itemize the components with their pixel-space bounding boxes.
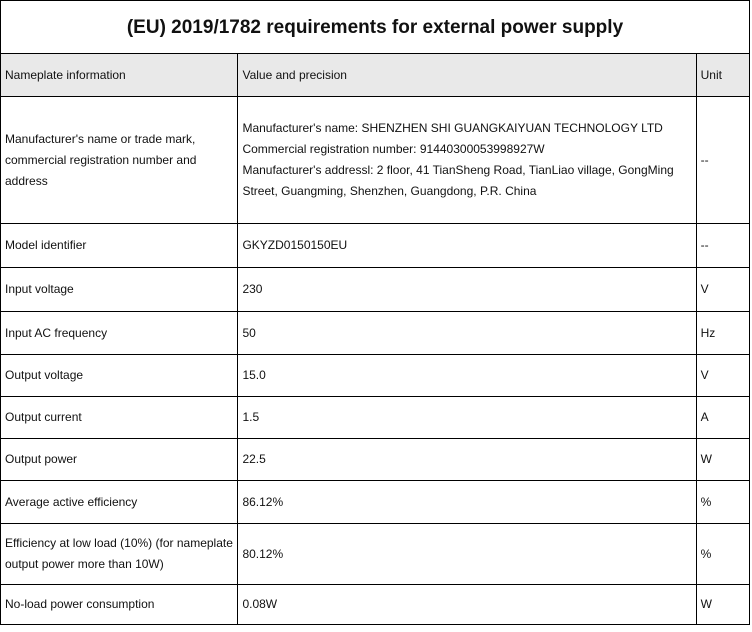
header-row: [1, 54, 750, 97]
table-row: [1, 439, 750, 481]
header-value: Value and precision: [238, 54, 696, 97]
row-unit: --: [696, 224, 749, 268]
row-label: Output current: [1, 397, 238, 439]
row-unit: %: [696, 524, 749, 585]
row-label: Output voltage: [1, 355, 238, 397]
table-row: [1, 481, 750, 524]
row-label: Average active efficiency: [1, 481, 238, 524]
row-unit: %: [696, 481, 749, 524]
row-label: Efficiency at low load (10%) (for nameplate output power more than 10W): [1, 524, 238, 585]
row-unit: --: [696, 97, 749, 224]
table-row: [1, 268, 750, 312]
row-unit: A: [696, 397, 749, 439]
table-row: [1, 524, 750, 585]
row-unit: W: [696, 585, 749, 625]
row-unit: V: [696, 355, 749, 397]
table-title: (EU) 2019/1782 requirements for external power supply: [1, 1, 750, 54]
row-value: 80.12%: [238, 524, 696, 585]
row-unit: Hz: [696, 312, 749, 355]
row-value: 0.08W: [238, 585, 696, 625]
table-row: [1, 355, 750, 397]
registration-number: Commercial registration number: 91440300053998927W: [242, 142, 545, 156]
header-unit: Unit: [696, 54, 749, 97]
row-value: 15.0: [238, 355, 696, 397]
table-row: [1, 97, 750, 224]
row-label: Input voltage: [1, 268, 238, 312]
table-row: [1, 397, 750, 439]
address-line-2: Street, Guangming, Shenzhen, Guangdong, P.R. China: [242, 184, 537, 198]
table-row: [1, 224, 750, 268]
title-row: [1, 1, 750, 54]
row-value: [238, 97, 696, 224]
row-value: 86.12%: [238, 481, 696, 524]
manufacturer-name: Manufacturer's name: SHENZHEN SHI GUANGKAIYUAN TECHNOLOGY LTD: [242, 121, 663, 135]
row-value: 1.5: [238, 397, 696, 439]
table-row: [1, 312, 750, 355]
row-unit: W: [696, 439, 749, 481]
row-label: Manufacturer's name or trade mark, commercial registration number and address: [1, 97, 238, 224]
row-unit: V: [696, 268, 749, 312]
row-label: Output power: [1, 439, 238, 481]
row-label: Model identifier: [1, 224, 238, 268]
row-value: GKYZD0150150EU: [238, 224, 696, 268]
row-label: No-load power consumption: [1, 585, 238, 625]
row-label: Input AC frequency: [1, 312, 238, 355]
row-value: 22.5: [238, 439, 696, 481]
table-row: [1, 585, 750, 625]
row-value: 230: [238, 268, 696, 312]
row-value: 50: [238, 312, 696, 355]
header-nameplate: Nameplate information: [1, 54, 238, 97]
address-line-1: Manufacturer's addressl: 2 floor, 41 TianSheng Road, TianLiao village, GongMing: [242, 163, 674, 177]
